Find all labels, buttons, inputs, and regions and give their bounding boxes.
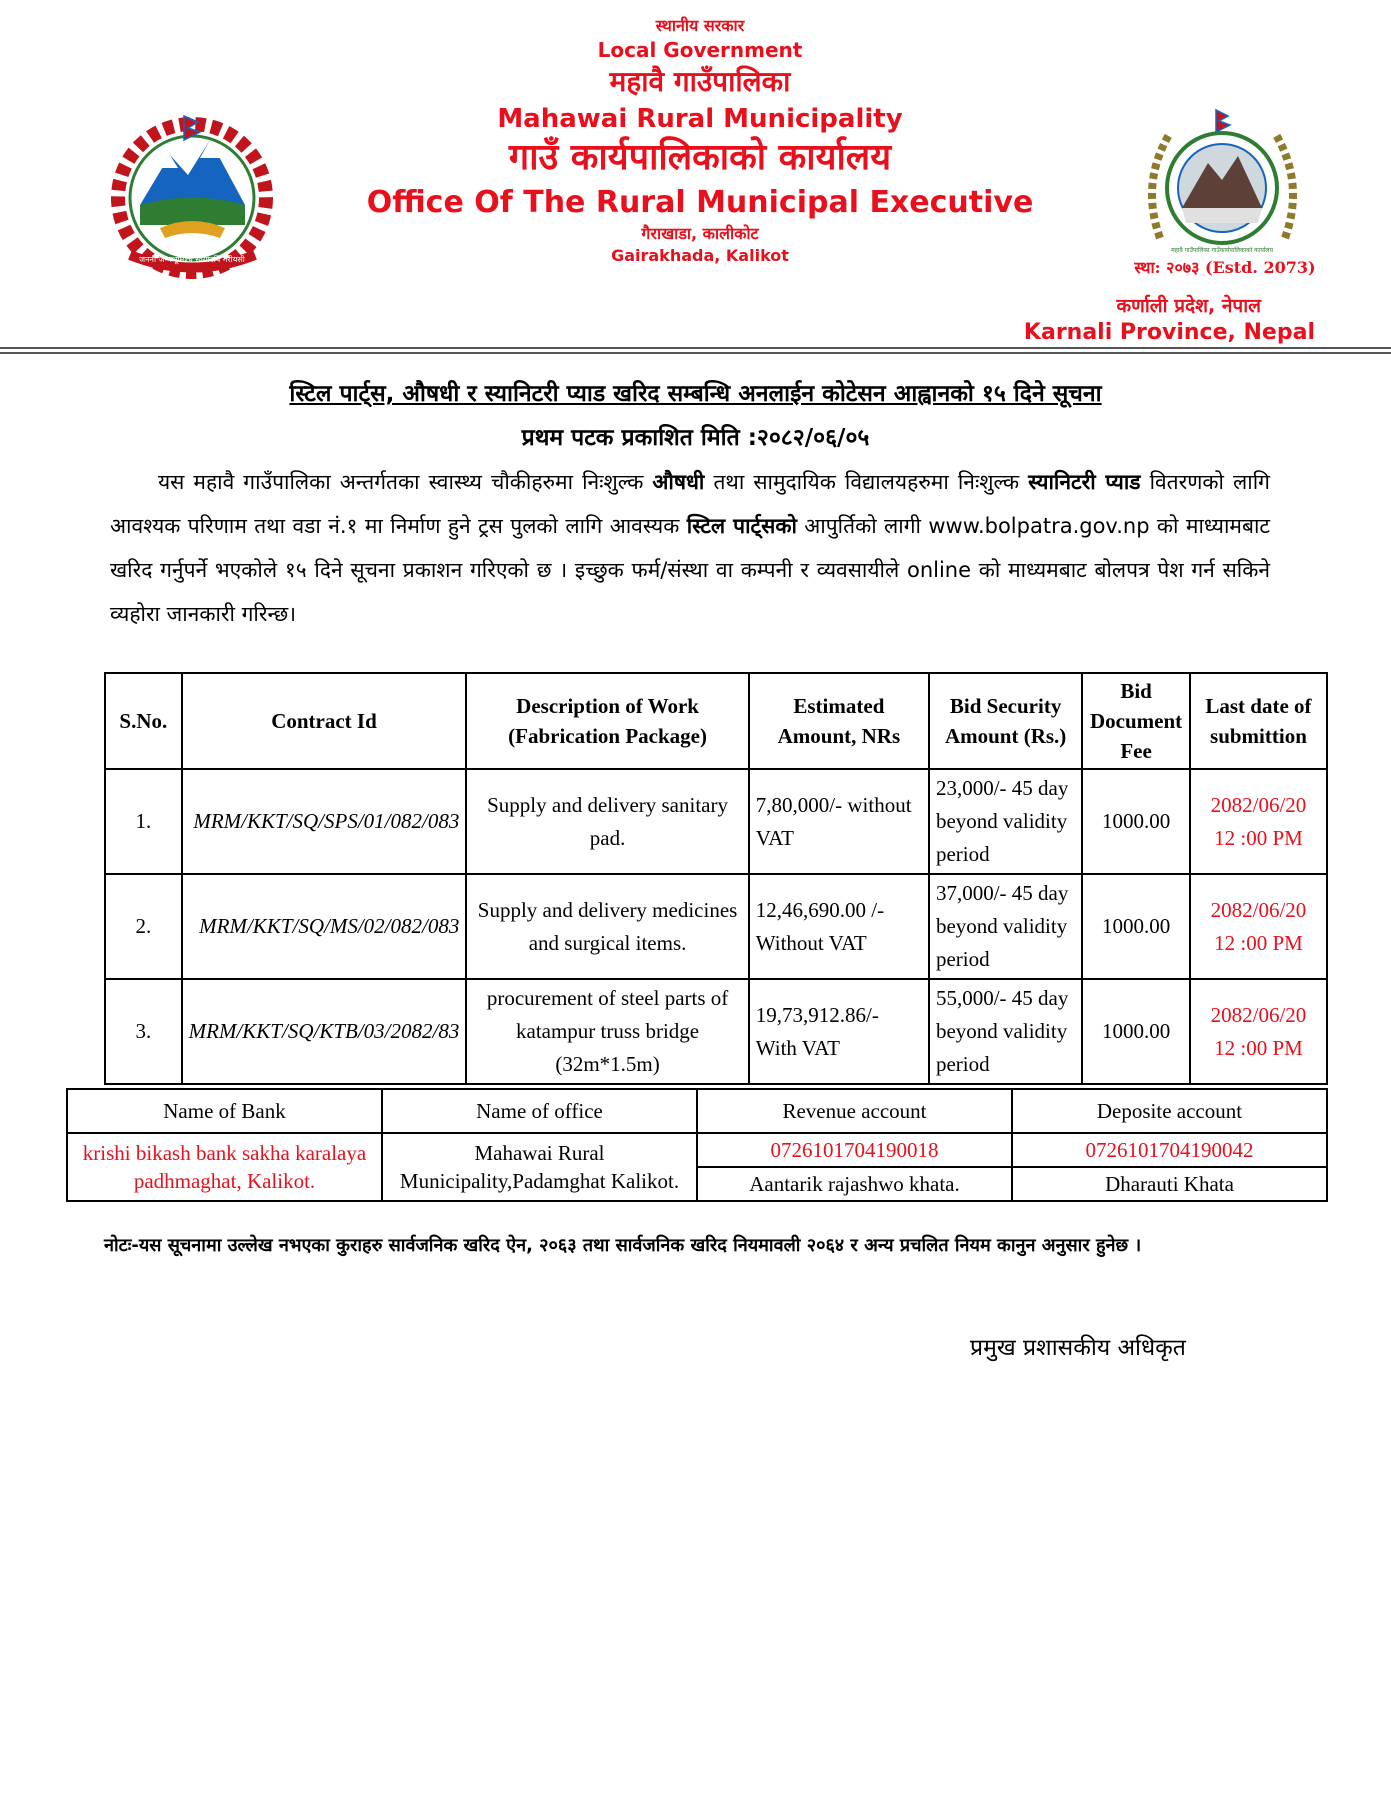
legal-note: नोटः-यस सूचनामा उल्लेख नभएका कुराहरु सार्वजनिक खरिद ऐन, २०६३ तथा सार्वजनिक खरिद नियमावली २०६४ र अन्य प्रचलित नियम कानुन अनुसार हुनेछ । bbox=[104, 1235, 1142, 1256]
table-row bbox=[105, 769, 1327, 874]
col-office-name: Name of office bbox=[382, 1089, 697, 1133]
revenue-account-name: Aantarik rajashwo khata. bbox=[697, 1167, 1012, 1201]
row-amount: 7,80,000/- without VAT bbox=[749, 769, 929, 874]
notice-body: यस महावै गाउँपालिका अन्तर्गतका स्वास्थ्य चौकीहरुमा निःशुल्क औषधी तथा सामुदायिक विद्यालयहरुमा निःशुल्क स्यानिटरी प्याड वितरणको लागि आवश्यक परिणाम तथा वडा नं.१ मा निर्माण हुने ट्रस पुलको लागि आवस्यक स्टिल पार्ट्सको आपुर्तिको लागी www.bolpatra.gov.np को माध्यामबाट खरिद गर्नुपर्ने भएकोले १५ दिने सूचना प्रकाशन गरिएको छ । इच्छुक फर्म/संस्था वा कम्पनी र व्यवसायीले online को माध्यमबाट बोलपत्र पेश गर्न सकिने व्यहोरा जानकारी गरिन्छ। bbox=[110, 470, 1270, 626]
deposit-account-number: 0726101704190042 bbox=[1012, 1133, 1327, 1167]
row-amount: 12,46,690.00 /- Without VAT bbox=[749, 874, 929, 979]
row-doc-fee: 1000.00 bbox=[1082, 874, 1190, 979]
col-last-date: Last date of submittion bbox=[1190, 673, 1327, 769]
office-name-en: Office Of The Rural Municipal Executive bbox=[366, 185, 1034, 220]
table-row bbox=[105, 979, 1327, 1084]
letterhead bbox=[0, 0, 1391, 352]
table-header-row bbox=[105, 673, 1327, 769]
bank-name: krishi bikash bank sakha karalaya padhmaghat, Kalikot. bbox=[67, 1133, 382, 1201]
row-description: Supply and delivery medicines and surgical items. bbox=[466, 874, 748, 979]
col-revenue-account: Revenue account bbox=[697, 1089, 1012, 1133]
svg-text:महावै गाउँपालिका गाउँकार्यपालि: महावै गाउँपालिका गाउँकार्यपालिकाको कार्यालय bbox=[1171, 247, 1273, 254]
row-description: Supply and delivery sanitary pad. bbox=[466, 769, 748, 874]
bank-header-row bbox=[67, 1089, 1327, 1133]
office-name-np: गाउँ कार्यपालिकाको कार्यालय bbox=[508, 137, 892, 178]
bank-details-table bbox=[66, 1088, 1328, 1202]
established-year: स्था: २०७३ (Estd. 2073) bbox=[1134, 258, 1316, 277]
row-doc-fee: 1000.00 bbox=[1082, 979, 1190, 1084]
local-government-en: Local Government bbox=[597, 38, 803, 62]
address-en: Gairakhada, Kalikot bbox=[611, 246, 789, 265]
deposit-account-name: Dharauti Khata bbox=[1012, 1167, 1327, 1201]
row-last-date: 2082/06/20 12 :00 PM bbox=[1190, 874, 1327, 979]
row-contract-id: MRM/KKT/SQ/KTB/03/2082/83 bbox=[182, 979, 467, 1084]
row-contract-id: MRM/KKT/SQ/MS/02/082/083 bbox=[182, 874, 467, 979]
local-government-np: स्थानीय सरकार bbox=[655, 16, 745, 35]
row-sn: 2. bbox=[105, 874, 182, 979]
col-deposit-account: Deposite account bbox=[1012, 1089, 1327, 1133]
row-doc-fee: 1000.00 bbox=[1082, 769, 1190, 874]
row-last-date: 2082/06/20 12 :00 PM bbox=[1190, 769, 1327, 874]
svg-text:जननी जन्मभूमिश्च स्वर्गादपि गर: जननी जन्मभूमिश्च स्वर्गादपि गरीयसी bbox=[139, 255, 245, 264]
row-last-date: 2082/06/20 12 :00 PM bbox=[1190, 979, 1327, 1084]
address-np: गैराखाडा, कालीकोट bbox=[641, 224, 759, 243]
publication-date: प्रथम पटक प्रकाशित मिति :२०८२/०६/०५ bbox=[521, 425, 870, 451]
row-description: procurement of steel parts of katampur truss bridge (32m*1.5m) bbox=[466, 979, 748, 1084]
col-contract-id: Contract Id bbox=[182, 673, 467, 769]
letterhead-title-block bbox=[300, 18, 1100, 264]
col-amount: Estimated Amount, NRs bbox=[749, 673, 929, 769]
row-amount: 19,73,912.86/- With VAT bbox=[749, 979, 929, 1084]
row-contract-id: MRM/KKT/SQ/SPS/01/082/083 bbox=[182, 769, 467, 874]
row-bid-security: 55,000/- 45 day beyond validity period bbox=[929, 979, 1082, 1084]
header-divider-top bbox=[0, 347, 1391, 349]
col-description: Description of Work (Fabrication Package) bbox=[466, 673, 748, 769]
table-row bbox=[105, 874, 1327, 979]
notice-title: स्टिल पार्ट्स, औषधी र स्यानिटरी प्याड खरिद सम्बन्धि अनलाईन कोटेसन आह्वानको १५ दिने सूचना bbox=[289, 381, 1102, 407]
col-sn: S.No. bbox=[105, 673, 182, 769]
province-np: कर्णाली प्रदेश, नेपाल bbox=[1116, 295, 1261, 317]
contracts-table bbox=[104, 672, 1328, 1085]
row-sn: 3. bbox=[105, 979, 182, 1084]
nepal-emblem-icon bbox=[100, 110, 285, 280]
col-bank-name: Name of Bank bbox=[67, 1089, 382, 1133]
municipality-name-en: Mahawai Rural Municipality bbox=[497, 104, 903, 134]
signatory-title: प्रमुख प्रशासकीय अधिकृत bbox=[970, 1335, 1186, 1361]
revenue-account-number: 0726101704190018 bbox=[697, 1133, 1012, 1167]
office-name: Mahawai Rural Municipality,Padamghat Kalikot. bbox=[382, 1133, 697, 1201]
header-divider-bottom bbox=[0, 352, 1391, 354]
bank-row bbox=[67, 1133, 1327, 1167]
municipality-logo-icon bbox=[1130, 108, 1315, 258]
row-bid-security: 23,000/- 45 day beyond validity period bbox=[929, 769, 1082, 874]
row-bid-security: 37,000/- 45 day beyond validity period bbox=[929, 874, 1082, 979]
row-sn: 1. bbox=[105, 769, 182, 874]
province-en: Karnali Province, Nepal bbox=[1023, 320, 1315, 345]
col-doc-fee: Bid Document Fee bbox=[1082, 673, 1190, 769]
col-bid-security: Bid Security Amount (Rs.) bbox=[929, 673, 1082, 769]
municipality-name-np: महावै गाउँपालिका bbox=[609, 65, 791, 98]
